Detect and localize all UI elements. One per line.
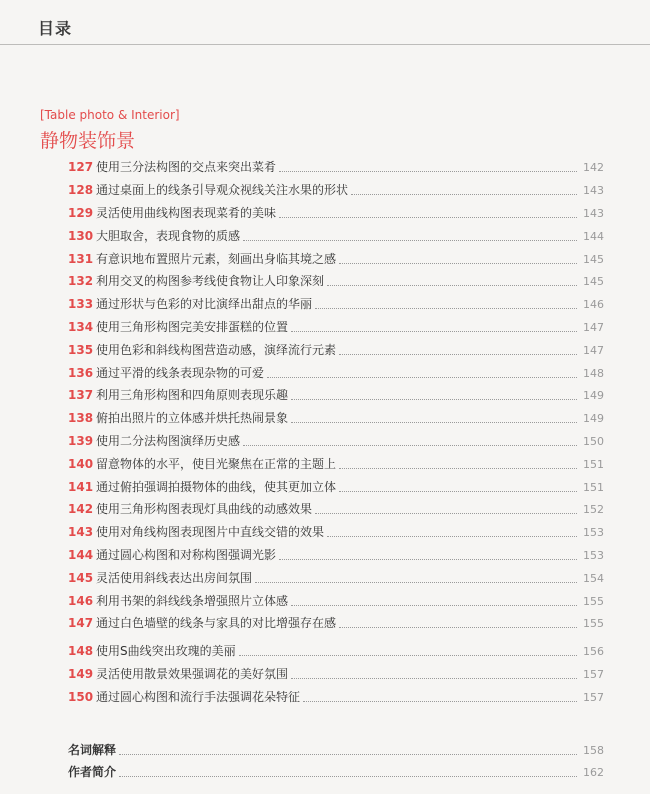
toc-entry-title: 通过白色墙壁的线条与家具的对比增强存在感 (96, 616, 337, 630)
toc-entry-number: 142 (68, 502, 94, 516)
toc-entry-page: 143 (583, 207, 604, 220)
toc-entry-number: 134 (68, 320, 94, 334)
toc-entry[interactable] (68, 160, 604, 175)
toc-entry-page: 148 (583, 367, 604, 380)
toc-entry-page: 157 (583, 668, 604, 681)
toc-appendix-page: 162 (583, 766, 604, 779)
toc-entry-number: 127 (68, 160, 94, 174)
toc-entry-number: 133 (68, 297, 94, 311)
toc-entry-title: 使用三分法构图的交点来突出菜肴 (96, 160, 277, 174)
toc-entry-number: 143 (68, 525, 94, 539)
toc-entry-number: 145 (68, 571, 94, 585)
toc-dot-leader (315, 308, 577, 309)
toc-dot-leader (339, 468, 577, 469)
toc-entry[interactable] (68, 229, 604, 244)
toc-entry[interactable] (68, 320, 604, 335)
toc-entry-number: 128 (68, 183, 94, 197)
page-header-title: 目录 (38, 19, 73, 38)
toc-entry[interactable] (68, 667, 604, 682)
header-divider (0, 44, 650, 45)
toc-entry-title: 使用三角形构图完美安排蛋糕的位置 (96, 320, 289, 334)
toc-dot-leader (291, 605, 577, 606)
toc-entry-page: 146 (583, 298, 604, 311)
toc-entry[interactable] (68, 690, 604, 705)
toc-appendix-page: 158 (583, 744, 604, 757)
toc-entry-page: 143 (583, 184, 604, 197)
toc-entry-page: 156 (583, 645, 604, 658)
toc-entry-number: 130 (68, 229, 94, 243)
toc-entry-title: 通过圆心构图和对称构图强调光影 (96, 548, 277, 562)
toc-entry-title: 灵活使用曲线构图表现菜肴的美味 (96, 206, 277, 220)
toc-entry-title: 通过平滑的线条表现杂物的可爱 (96, 366, 265, 380)
toc-dot-leader (279, 217, 577, 218)
toc-entry[interactable] (68, 388, 604, 403)
toc-entry[interactable] (68, 434, 604, 449)
toc-entry-number: 139 (68, 434, 94, 448)
toc-entry-page: 150 (583, 435, 604, 448)
toc-entry-title: 有意识地布置照片元素，刻画出身临其境之感 (96, 252, 337, 266)
toc-dot-leader (239, 655, 577, 656)
toc-entry-title: 使用对角线构图表现图片中直线交错的效果 (96, 525, 325, 539)
toc-entry-page: 155 (583, 617, 604, 630)
toc-entry[interactable] (68, 502, 604, 517)
toc-entry-title: 大胆取舍，表现食物的质感 (96, 229, 241, 243)
toc-entry[interactable] (68, 594, 604, 609)
toc-dot-leader (119, 776, 577, 777)
toc-entry-number: 141 (68, 480, 94, 494)
toc-entry-page: 142 (583, 161, 604, 174)
toc-entry-number: 131 (68, 252, 94, 266)
toc-dot-leader (339, 354, 577, 355)
section-title: 静物装饰景 (40, 130, 136, 152)
toc-entry[interactable] (68, 548, 604, 563)
toc-entry[interactable] (68, 252, 604, 267)
toc-entry-title: 通过桌面上的线条引导观众视线关注水果的形状 (96, 183, 349, 197)
toc-dot-leader (315, 513, 577, 514)
toc-appendix-title: 名词解释 (68, 743, 117, 757)
toc-entry-title: 灵活使用散景效果强调花的美好氛围 (96, 667, 289, 681)
toc-dot-leader (291, 331, 577, 332)
toc-entry[interactable] (68, 297, 604, 312)
toc-entry[interactable] (68, 411, 604, 426)
toc-entry-title: 灵活使用斜线表达出房间氛围 (96, 571, 253, 585)
toc-entry[interactable] (68, 457, 604, 472)
toc-entry-title: 通过圆心构图和流行手法强调花朵特征 (96, 690, 301, 704)
toc-entry[interactable] (68, 343, 604, 358)
toc-entry-number: 149 (68, 667, 94, 681)
toc-entry-title: 使用S曲线突出玫瑰的美丽 (96, 644, 236, 658)
toc-entry[interactable] (68, 525, 604, 540)
toc-entry[interactable] (68, 571, 604, 586)
toc-entry-page: 149 (583, 412, 604, 425)
toc-appendix-list (68, 736, 604, 780)
toc-entry-page: 153 (583, 526, 604, 539)
toc-appendix-entry[interactable] (68, 758, 604, 780)
toc-entry-title: 利用交叉的构图参考线使食物让人印象深刻 (96, 274, 325, 288)
toc-entry-number: 137 (68, 388, 94, 402)
toc-entry-title: 通过俯拍强调拍摄物体的曲线，使其更加立体 (96, 480, 337, 494)
toc-entry-number: 129 (68, 206, 94, 220)
toc-entry-page: 154 (583, 572, 604, 585)
toc-entry[interactable] (68, 366, 604, 381)
toc-entry-page: 147 (583, 344, 604, 357)
toc-entry-number: 146 (68, 594, 94, 608)
toc-entry-page: 151 (583, 458, 604, 471)
toc-entry-title: 使用色彩和斜线构图营造动感，演绎流行元素 (96, 343, 337, 357)
toc-dot-leader (267, 377, 577, 378)
toc-entry-number: 132 (68, 274, 94, 288)
toc-entry[interactable] (68, 480, 604, 495)
toc-dot-leader (339, 263, 577, 264)
toc-entry-number: 136 (68, 366, 94, 380)
toc-entry-page: 147 (583, 321, 604, 334)
toc-dot-leader (119, 754, 577, 755)
toc-entry-page: 151 (583, 481, 604, 494)
toc-entry-number: 148 (68, 644, 94, 658)
toc-entry-page: 152 (583, 503, 604, 516)
toc-entry-title: 留意物体的水平，使目光聚焦在正常的主题上 (96, 457, 337, 471)
toc-entry[interactable] (68, 274, 604, 289)
toc-dot-leader (291, 678, 577, 679)
toc-dot-leader (291, 422, 577, 423)
toc-dot-leader (279, 171, 577, 172)
toc-dot-leader (243, 240, 577, 241)
toc-dot-leader (243, 445, 577, 446)
toc-dot-leader (327, 285, 577, 286)
toc-entry-title: 利用书架的斜线线条增强照片立体感 (96, 594, 289, 608)
section-subtitle-en: [Table photo & Interior] (40, 108, 180, 122)
toc-entry-number: 150 (68, 690, 94, 704)
toc-dot-leader (327, 536, 577, 537)
toc-dot-leader (291, 399, 577, 400)
toc-entry-page: 145 (583, 275, 604, 288)
toc-dot-leader (255, 582, 577, 583)
toc-entry-page: 145 (583, 253, 604, 266)
toc-appendix-entry[interactable] (68, 736, 604, 758)
toc-entry-number: 144 (68, 548, 94, 562)
toc-entry-number: 135 (68, 343, 94, 357)
toc-entry-number: 138 (68, 411, 94, 425)
toc-dot-leader (279, 559, 577, 560)
toc-entry-number: 147 (68, 616, 94, 630)
toc-entry[interactable] (68, 206, 604, 221)
toc-entry[interactable] (68, 616, 604, 631)
toc-entry[interactable] (68, 644, 604, 659)
toc-entry-page: 153 (583, 549, 604, 562)
toc-entry[interactable] (68, 183, 604, 198)
toc-dot-leader (303, 701, 577, 702)
toc-entry-number: 140 (68, 457, 94, 471)
toc-dot-leader (339, 491, 577, 492)
toc-entry-title: 使用二分法构图演绎历史感 (96, 434, 241, 448)
toc-appendix-title: 作者简介 (68, 765, 117, 779)
toc-list (68, 160, 604, 705)
toc-entry-page: 144 (583, 230, 604, 243)
toc-entry-title: 使用三角形构图表现灯具曲线的动感效果 (96, 502, 313, 516)
toc-dot-leader (351, 194, 577, 195)
toc-dot-leader (339, 627, 577, 628)
toc-entry-title: 俯拍出照片的立体感并烘托热闹景象 (96, 411, 289, 425)
toc-entry-page: 149 (583, 389, 604, 402)
toc-entry-title: 通过形状与色彩的对比演绎出甜点的华丽 (96, 297, 313, 311)
toc-entry-title: 利用三角形构图和四角原则表现乐趣 (96, 388, 289, 402)
toc-entry-page: 155 (583, 595, 604, 608)
toc-entry-page: 157 (583, 691, 604, 704)
